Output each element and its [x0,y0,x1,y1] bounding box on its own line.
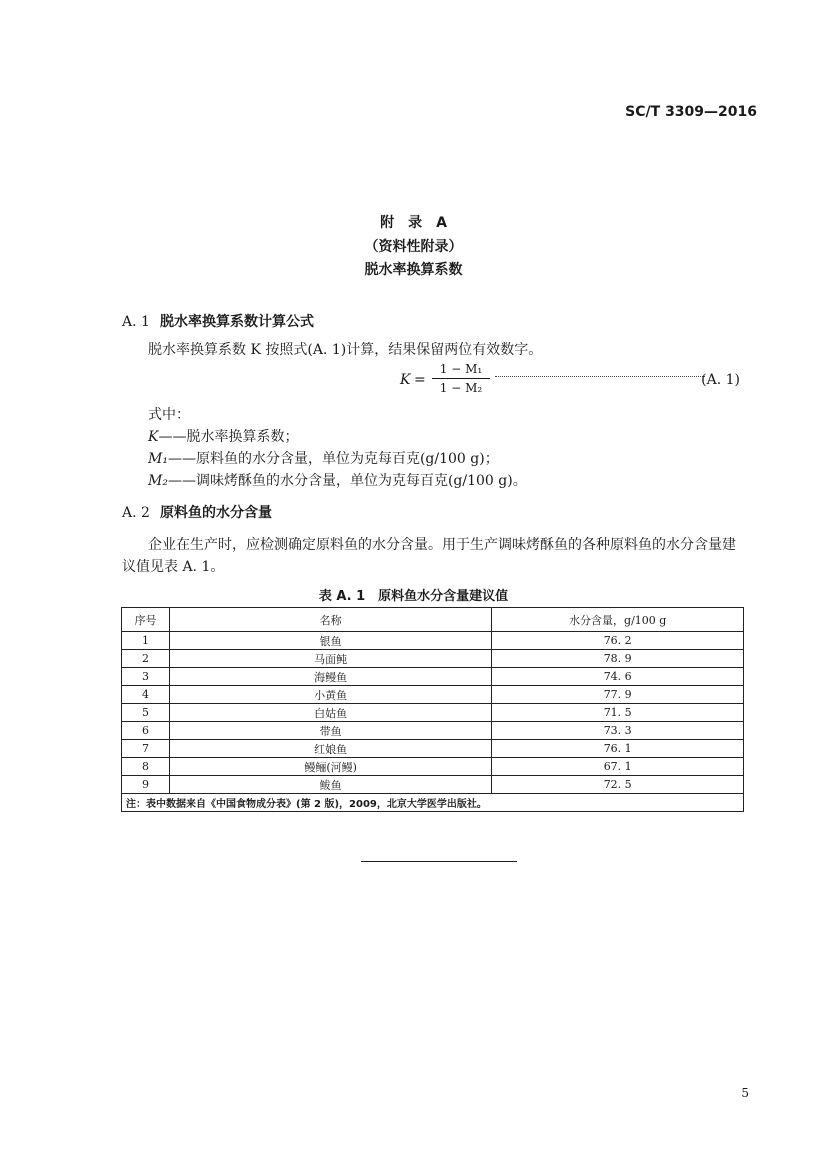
cell-value: 74. 6 [492,668,744,686]
water-content-table [121,607,744,812]
document-code: SC/T 3309—2016 [625,104,757,120]
cell-value: 73. 3 [492,722,744,740]
cell-name: 马面鲀 [169,650,491,668]
cell-value: 71. 5 [492,704,744,722]
cell-value: 76. 2 [492,632,744,650]
variable-desc: ——调味烤酥鱼的水分含量，单位为克每百克(g/100 g)。 [167,473,527,489]
table-row [122,758,744,776]
cell-name: 鳗鲡(河鳗) [169,758,491,776]
variable-symbol: K [148,429,159,445]
header-index: 序号 [122,608,170,632]
header-water-content: 水分含量，g/100 g [492,608,744,632]
formula-leader-dots [495,376,705,377]
formula-denominator: 1 − M₂ [439,381,483,395]
table-note-row [122,794,744,812]
cell-name: 带鱼 [169,722,491,740]
table-row [122,668,744,686]
formula-fraction [432,362,490,395]
table-row [122,776,744,794]
formula-equals: = [414,372,426,388]
cell-value: 72. 5 [492,776,744,794]
variable-m2 [148,470,527,490]
cell-index: 9 [122,776,170,794]
cell-index: 1 [122,632,170,650]
section-a2-title: 原料鱼的水分含量 [160,505,272,521]
section-a1-heading [122,311,314,331]
where-label: 式中： [148,407,190,423]
variable-k [148,426,298,446]
cell-index: 8 [122,758,170,776]
table-row [122,704,744,722]
section-a1-intro: 脱水率换算系数 K 按照式(A. 1)计算，结果保留两位有效数字。 [148,342,543,358]
table-row [122,740,744,758]
header-name: 名称 [169,608,491,632]
page-number: 5 [741,1086,749,1100]
cell-index: 5 [122,704,170,722]
table-note: 注：表中数据来自《中国食物成分表》(第 2 版)，2009，北京大学医学出版社。 [122,794,744,812]
variable-desc: ——原料鱼的水分含量，单位为克每百克(g/100 g)； [167,451,499,467]
section-a1-number: A. 1 [122,314,150,330]
cell-value: 67. 1 [492,758,744,776]
table-row [122,722,744,740]
cell-value: 76. 1 [492,740,744,758]
table-row [122,632,744,650]
variable-desc: ——脱水率换算系数； [158,429,299,445]
formula-a1 [400,362,740,398]
section-a2-paragraph-line1: 企业在生产时，应检测确定原料鱼的水分含量。用于生产调味烤酥鱼的各种原料鱼的水分含量建 [148,537,736,553]
variable-symbol: M₂ [148,473,168,489]
section-a1-title: 脱水率换算系数计算公式 [160,314,314,330]
cell-name: 小黄鱼 [169,686,491,704]
table-title: 表 A. 1 原料鱼水分含量建议值 [318,589,509,604]
table-row [122,686,744,704]
section-a2-paragraph-line2: 议值见表 A. 1。 [122,559,225,575]
variable-m1 [148,448,499,468]
section-a2-heading [122,502,272,522]
end-rule [361,861,517,862]
table-header-row [122,608,744,632]
section-a2-number: A. 2 [122,505,150,521]
formula-numerator: 1 − M₁ [439,362,483,376]
cell-name: 银鱼 [169,632,491,650]
cell-index: 6 [122,722,170,740]
cell-name: 海鳗鱼 [169,668,491,686]
cell-index: 2 [122,650,170,668]
fraction-bar [432,378,490,379]
cell-name: 鲅鱼 [169,776,491,794]
formula-lhs: K [400,372,411,388]
cell-value: 78. 9 [492,650,744,668]
cell-index: 3 [122,668,170,686]
table-row [122,650,744,668]
cell-value: 77. 9 [492,686,744,704]
formula-id: (A. 1) [701,372,740,388]
appendix-label: 附 录 A [380,215,447,231]
appendix-type: （资料性附录） [364,239,463,255]
cell-name: 红娘鱼 [169,740,491,758]
cell-name: 白姑鱼 [169,704,491,722]
cell-index: 4 [122,686,170,704]
appendix-title: 脱水率换算系数 [364,262,463,278]
variable-symbol: M₁ [148,451,168,467]
cell-index: 7 [122,740,170,758]
